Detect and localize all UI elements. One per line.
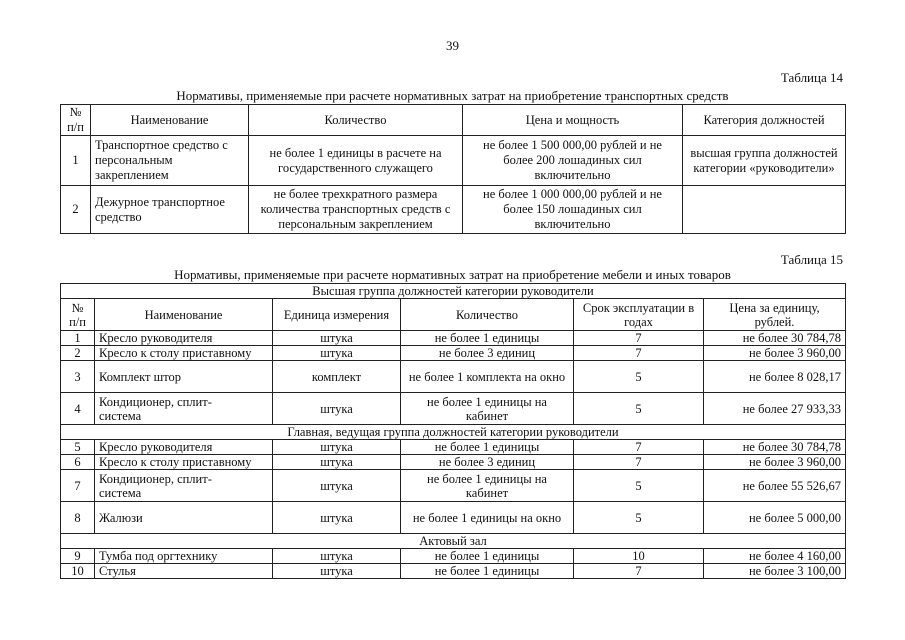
item-name: Кондиционер, сплит-система xyxy=(95,470,273,502)
row-number: 2 xyxy=(61,186,91,234)
item-name: Кресло к столу приставному xyxy=(95,455,273,470)
row-number: 3 xyxy=(61,361,95,393)
item-quantity: не более 3 единиц xyxy=(401,455,574,470)
table14-title: Нормативы, применяемые при расчете нормативных затрат на приобретение транспортных средств xyxy=(176,88,729,103)
item-name: Стулья xyxy=(95,564,273,579)
row-number: 7 xyxy=(61,470,95,502)
item-term: 7 xyxy=(574,331,704,346)
item-quantity: не более 1 единицы xyxy=(401,440,574,455)
item-quantity: не более 1 единицы в расчете на государственного служащего xyxy=(249,136,463,186)
table-row xyxy=(61,455,846,470)
item-term: 7 xyxy=(574,564,704,579)
item-quantity: не более 1 единицы на окно xyxy=(401,502,574,534)
table-row xyxy=(61,502,846,534)
section-header-row xyxy=(61,534,846,549)
section-title: Актовый зал xyxy=(61,534,846,549)
header-cell: Цена за единицу, рублей. xyxy=(704,299,846,331)
item-price-power: не более 1 000 000,00 рублей и не более 150 лошадиных сил включительно xyxy=(463,186,683,234)
item-unit: штука xyxy=(273,564,401,579)
section-title: Высшая группа должностей категории руководители xyxy=(61,284,846,299)
table14-label: Таблица 14 xyxy=(780,70,843,85)
item-term: 5 xyxy=(574,502,704,534)
item-price: не более 8 028,17 xyxy=(704,361,846,393)
table15-title: Нормативы, применяемые при расчете нормативных затрат на приобретение мебели и иных товаров xyxy=(174,267,731,282)
item-term: 10 xyxy=(574,549,704,564)
section-title: Главная, ведущая группа должностей категории руководители xyxy=(61,425,846,440)
item-unit: штука xyxy=(273,346,401,361)
row-number: 9 xyxy=(61,549,95,564)
table-row xyxy=(61,393,846,425)
item-name: Комплект штор xyxy=(95,361,273,393)
item-price: не более 55 526,67 xyxy=(704,470,846,502)
table-row xyxy=(61,186,846,234)
item-name: Кресло к столу приставному xyxy=(95,346,273,361)
row-number: 2 xyxy=(61,346,95,361)
row-number: 1 xyxy=(61,136,91,186)
item-unit: штука xyxy=(273,455,401,470)
item-price: не более 4 160,00 xyxy=(704,549,846,564)
header-cell: Количество xyxy=(401,299,574,331)
header-cell: Категория должностей xyxy=(683,105,846,136)
table-row xyxy=(61,361,846,393)
item-quantity: не более 1 единицы xyxy=(401,549,574,564)
item-unit: штука xyxy=(273,393,401,425)
item-unit: комплект xyxy=(273,361,401,393)
item-unit: штука xyxy=(273,549,401,564)
table14 xyxy=(60,104,846,234)
item-quantity: не более 1 комплекта на окно xyxy=(401,361,574,393)
row-number: 5 xyxy=(61,440,95,455)
table15-header-row xyxy=(61,299,846,331)
item-price: не более 3 960,00 xyxy=(704,455,846,470)
table-row xyxy=(61,346,846,361)
item-price: не более 3 960,00 xyxy=(704,346,846,361)
item-quantity: не более 1 единицы на кабинет xyxy=(401,470,574,502)
table-row xyxy=(61,440,846,455)
header-cell: Единица измерения xyxy=(273,299,401,331)
item-price: не более 27 933,33 xyxy=(704,393,846,425)
header-cell: Срок эксплуатации в годах xyxy=(574,299,704,331)
item-name: Кресло руководителя xyxy=(95,440,273,455)
header-cell: № п/п xyxy=(61,299,95,331)
item-name: Жалюзи xyxy=(95,502,273,534)
item-name: Дежурное транспортное средство xyxy=(91,186,249,234)
item-name: Тумба под оргтехнику xyxy=(95,549,273,564)
item-term: 5 xyxy=(574,393,704,425)
table-row xyxy=(61,136,846,186)
header-cell: Цена и мощность xyxy=(463,105,683,136)
section-header-row xyxy=(61,284,846,299)
item-unit: штука xyxy=(273,440,401,455)
header-cell: Наименование xyxy=(95,299,273,331)
item-quantity: не более 3 единиц xyxy=(401,346,574,361)
table-row xyxy=(61,470,846,502)
item-quantity: не более 1 единицы xyxy=(401,331,574,346)
item-unit: штука xyxy=(273,331,401,346)
row-number: 4 xyxy=(61,393,95,425)
item-category xyxy=(683,186,846,234)
header-cell: № п/п xyxy=(61,105,91,136)
table15 xyxy=(60,283,846,579)
item-term: 5 xyxy=(574,470,704,502)
item-term: 7 xyxy=(574,440,704,455)
item-term: 7 xyxy=(574,455,704,470)
page-number: 39 xyxy=(446,38,459,53)
item-quantity: не более трехкратного размера количества транспортных средств с персональным закреплением xyxy=(249,186,463,234)
table14-header-row xyxy=(61,105,846,136)
item-name: Кресло руководителя xyxy=(95,331,273,346)
item-price: не более 3 100,00 xyxy=(704,564,846,579)
row-number: 10 xyxy=(61,564,95,579)
header-cell: Количество xyxy=(249,105,463,136)
item-term: 7 xyxy=(574,346,704,361)
row-number: 6 xyxy=(61,455,95,470)
item-unit: штука xyxy=(273,502,401,534)
item-price: не более 5 000,00 xyxy=(704,502,846,534)
table-row xyxy=(61,564,846,579)
item-price-power: не более 1 500 000,00 рублей и не более 200 лошадиных сил включительно xyxy=(463,136,683,186)
section-header-row xyxy=(61,425,846,440)
table-row xyxy=(61,549,846,564)
table15-label: Таблица 15 xyxy=(780,252,843,267)
row-number: 1 xyxy=(61,331,95,346)
item-term: 5 xyxy=(574,361,704,393)
header-cell: Наименование xyxy=(91,105,249,136)
table-row xyxy=(61,331,846,346)
item-category: высшая группа должностей категории «руководители» xyxy=(683,136,846,186)
item-quantity: не более 1 единицы xyxy=(401,564,574,579)
item-price: не более 30 784,78 xyxy=(704,440,846,455)
item-price: не более 30 784,78 xyxy=(704,331,846,346)
item-name: Кондиционер, сплит-система xyxy=(95,393,273,425)
item-name: Транспортное средство с персональным закреплением xyxy=(91,136,249,186)
item-quantity: не более 1 единицы на кабинет xyxy=(401,393,574,425)
item-unit: штука xyxy=(273,470,401,502)
row-number: 8 xyxy=(61,502,95,534)
